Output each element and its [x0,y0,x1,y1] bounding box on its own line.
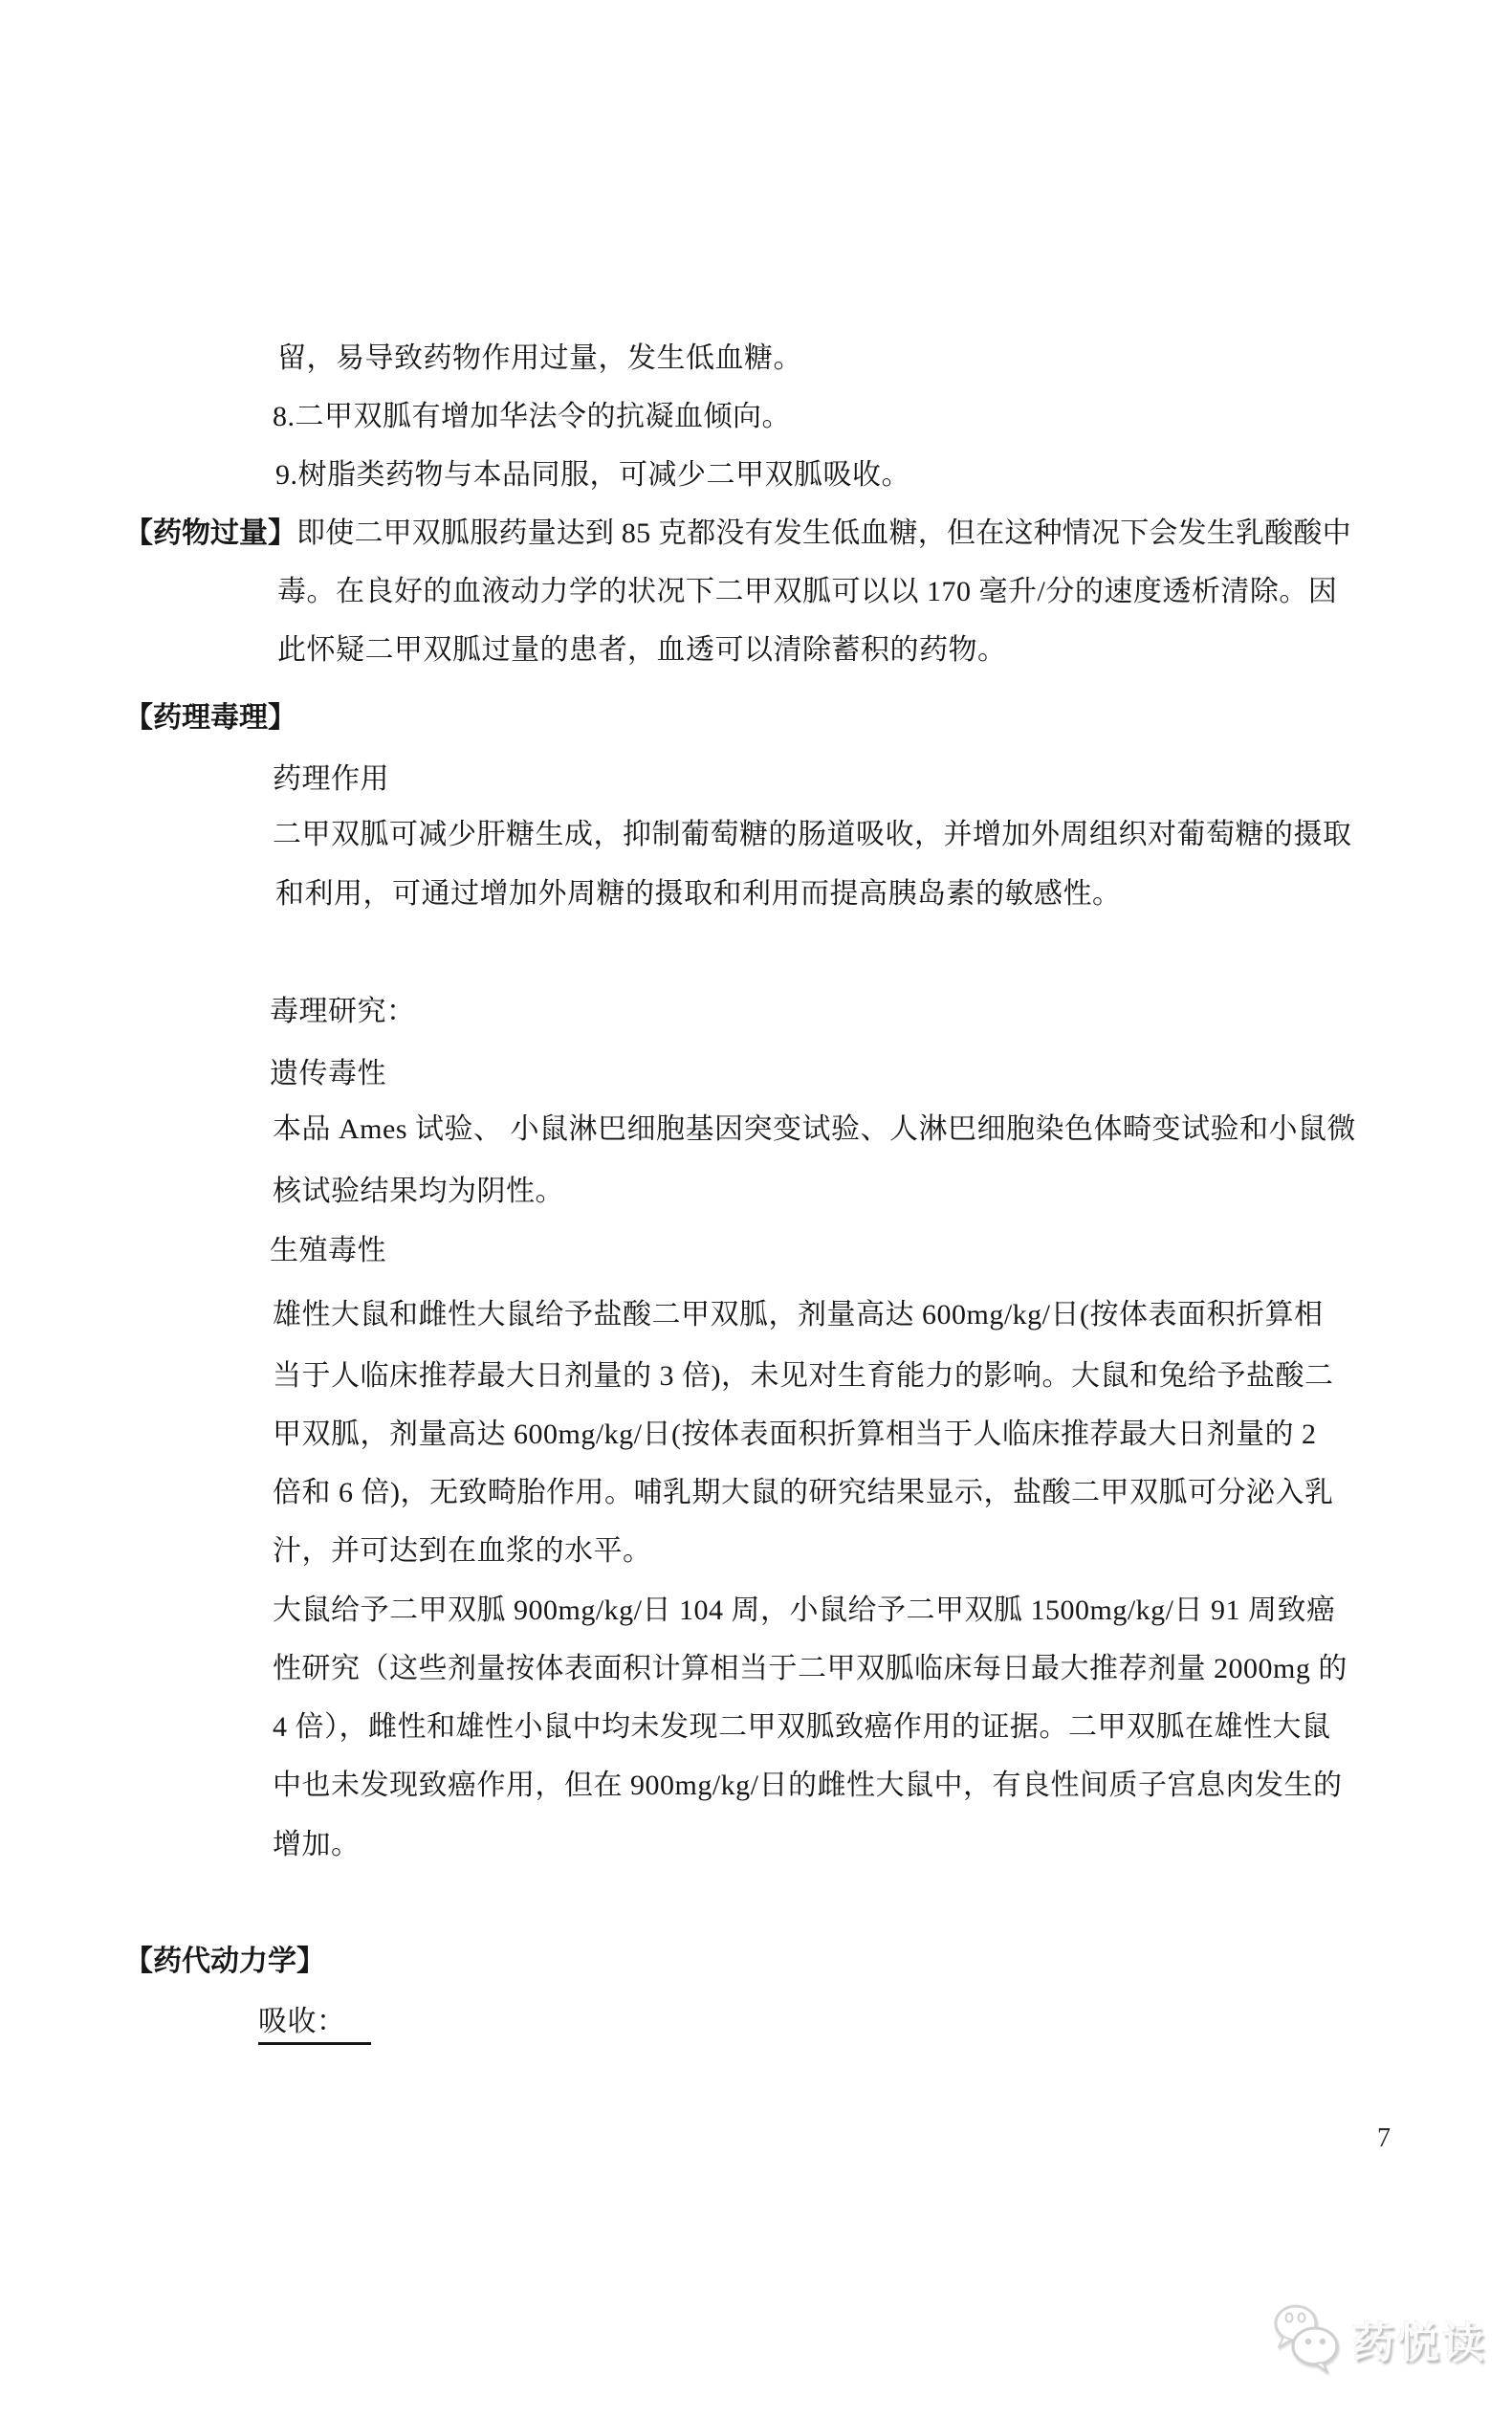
page-number: 7 [1377,2123,1391,2153]
watermark-text: 药悦读 [1352,2319,1487,2367]
watermark [1272,2301,1487,2376]
doc-line: 9.树脂类药物与本品同服，可减少二甲双胍吸收。 [275,459,910,491]
doc-subheading-absorption [258,2005,371,2045]
doc-line: 此怀疑二甲双胍过量的患者，血透可以清除蓄积的药物。 [277,634,1007,666]
doc-line: 和利用，可通过增加外周糖的摄取和利用而提高胰岛素的敏感性。 [275,878,1122,910]
doc-line: 甲双胍，剂量高达 600mg/kg/日(按体表面积折算相当于人临床推荐最大日剂量的 2 [273,1418,1317,1450]
doc-line-text-underlined: 吸收： [258,2005,371,2045]
doc-line: 倍和 6 倍)，无致畸胎作用。哺乳期大鼠的研究结果显示，盐酸二甲双胍可分泌入乳 [273,1477,1334,1508]
section-label-pharmacokinetics: 【药代动力学】 [124,1945,325,1978]
doc-subheading-reproductive-toxicity: 生殖毒性 [270,1235,386,1266]
doc-line: 二甲双胍可减少肝糖生成，抑制葡萄糖的肠道吸收，并增加外周组织对葡萄糖的摄取 [273,819,1352,850]
doc-line: 汁，并可达到在血浆的水平。 [273,1535,652,1567]
doc-line-pharm-tox-section [124,701,296,736]
doc-line: 8.二甲双胍有增加华法令的抗凝血倾向。 [273,401,791,432]
doc-line: 毒。在良好的血液动力学的状况下二甲双胍可以以 170 毫升/分的速度透析清除。因 [277,576,1338,607]
section-label-drug-overdose: 【药物过量】 [124,517,296,550]
doc-subheading-toxicology-research: 毒理研究： [270,996,416,1027]
doc-line: 大鼠给予二甲双胍 900mg/kg/日 104 周，小鼠给予二甲双胍 1500mg/kg/日 91 周致癌 [273,1594,1336,1626]
doc-line: 当于人临床推荐最大日剂量的 3 倍)，未见对生育能力的影响。大鼠和兔给予盐酸二 [273,1360,1334,1392]
doc-subheading-pharmacologic-action: 药理作用 [273,763,389,795]
doc-line: 增加。 [273,1829,361,1860]
doc-line: 核试验结果均为阴性。 [273,1176,564,1207]
doc-line: 留，易导致药物作用过量，发生低血糖。 [277,342,802,374]
doc-line: 中也未发现致癌作用，但在 900mg/kg/日的雌性大鼠中，有良性间质子宫息肉发生的 [273,1770,1343,1801]
doc-line: 性研究（这些剂量按体表面积计算相当于二甲双胍临床每日最大推荐剂量 2000mg 的 [273,1653,1348,1684]
wechat-chat-bubbles-icon [1272,2301,1343,2376]
doc-subheading-genetic-toxicity: 遗传毒性 [270,1058,386,1089]
doc-line-text: 即使二甲双胍服药量达到 85 克都没有发生低血糖，但在这种情况下会发生乳酸酸中 [296,517,1351,549]
doc-line: 雄性大鼠和雌性大鼠给予盐酸二甲双胍，剂量高达 600mg/kg/日(按体表面积折算相 [273,1299,1324,1330]
doc-line: 本品 Ames 试验、 小鼠淋巴细胞基因突变试验、人淋巴细胞染色体畸变试验和小鼠微 [273,1113,1356,1145]
section-label-pharmacology-toxicology: 【药理毒理】 [124,701,296,735]
doc-line-overdose-section [124,517,1351,551]
doc-line-pharmacokinetics-section [124,1945,325,1979]
doc-line: 4 倍），雌性和雄性小鼠中均未发现二甲双胍致癌作用的证据。二甲双胍在雄性大鼠 [273,1711,1331,1743]
